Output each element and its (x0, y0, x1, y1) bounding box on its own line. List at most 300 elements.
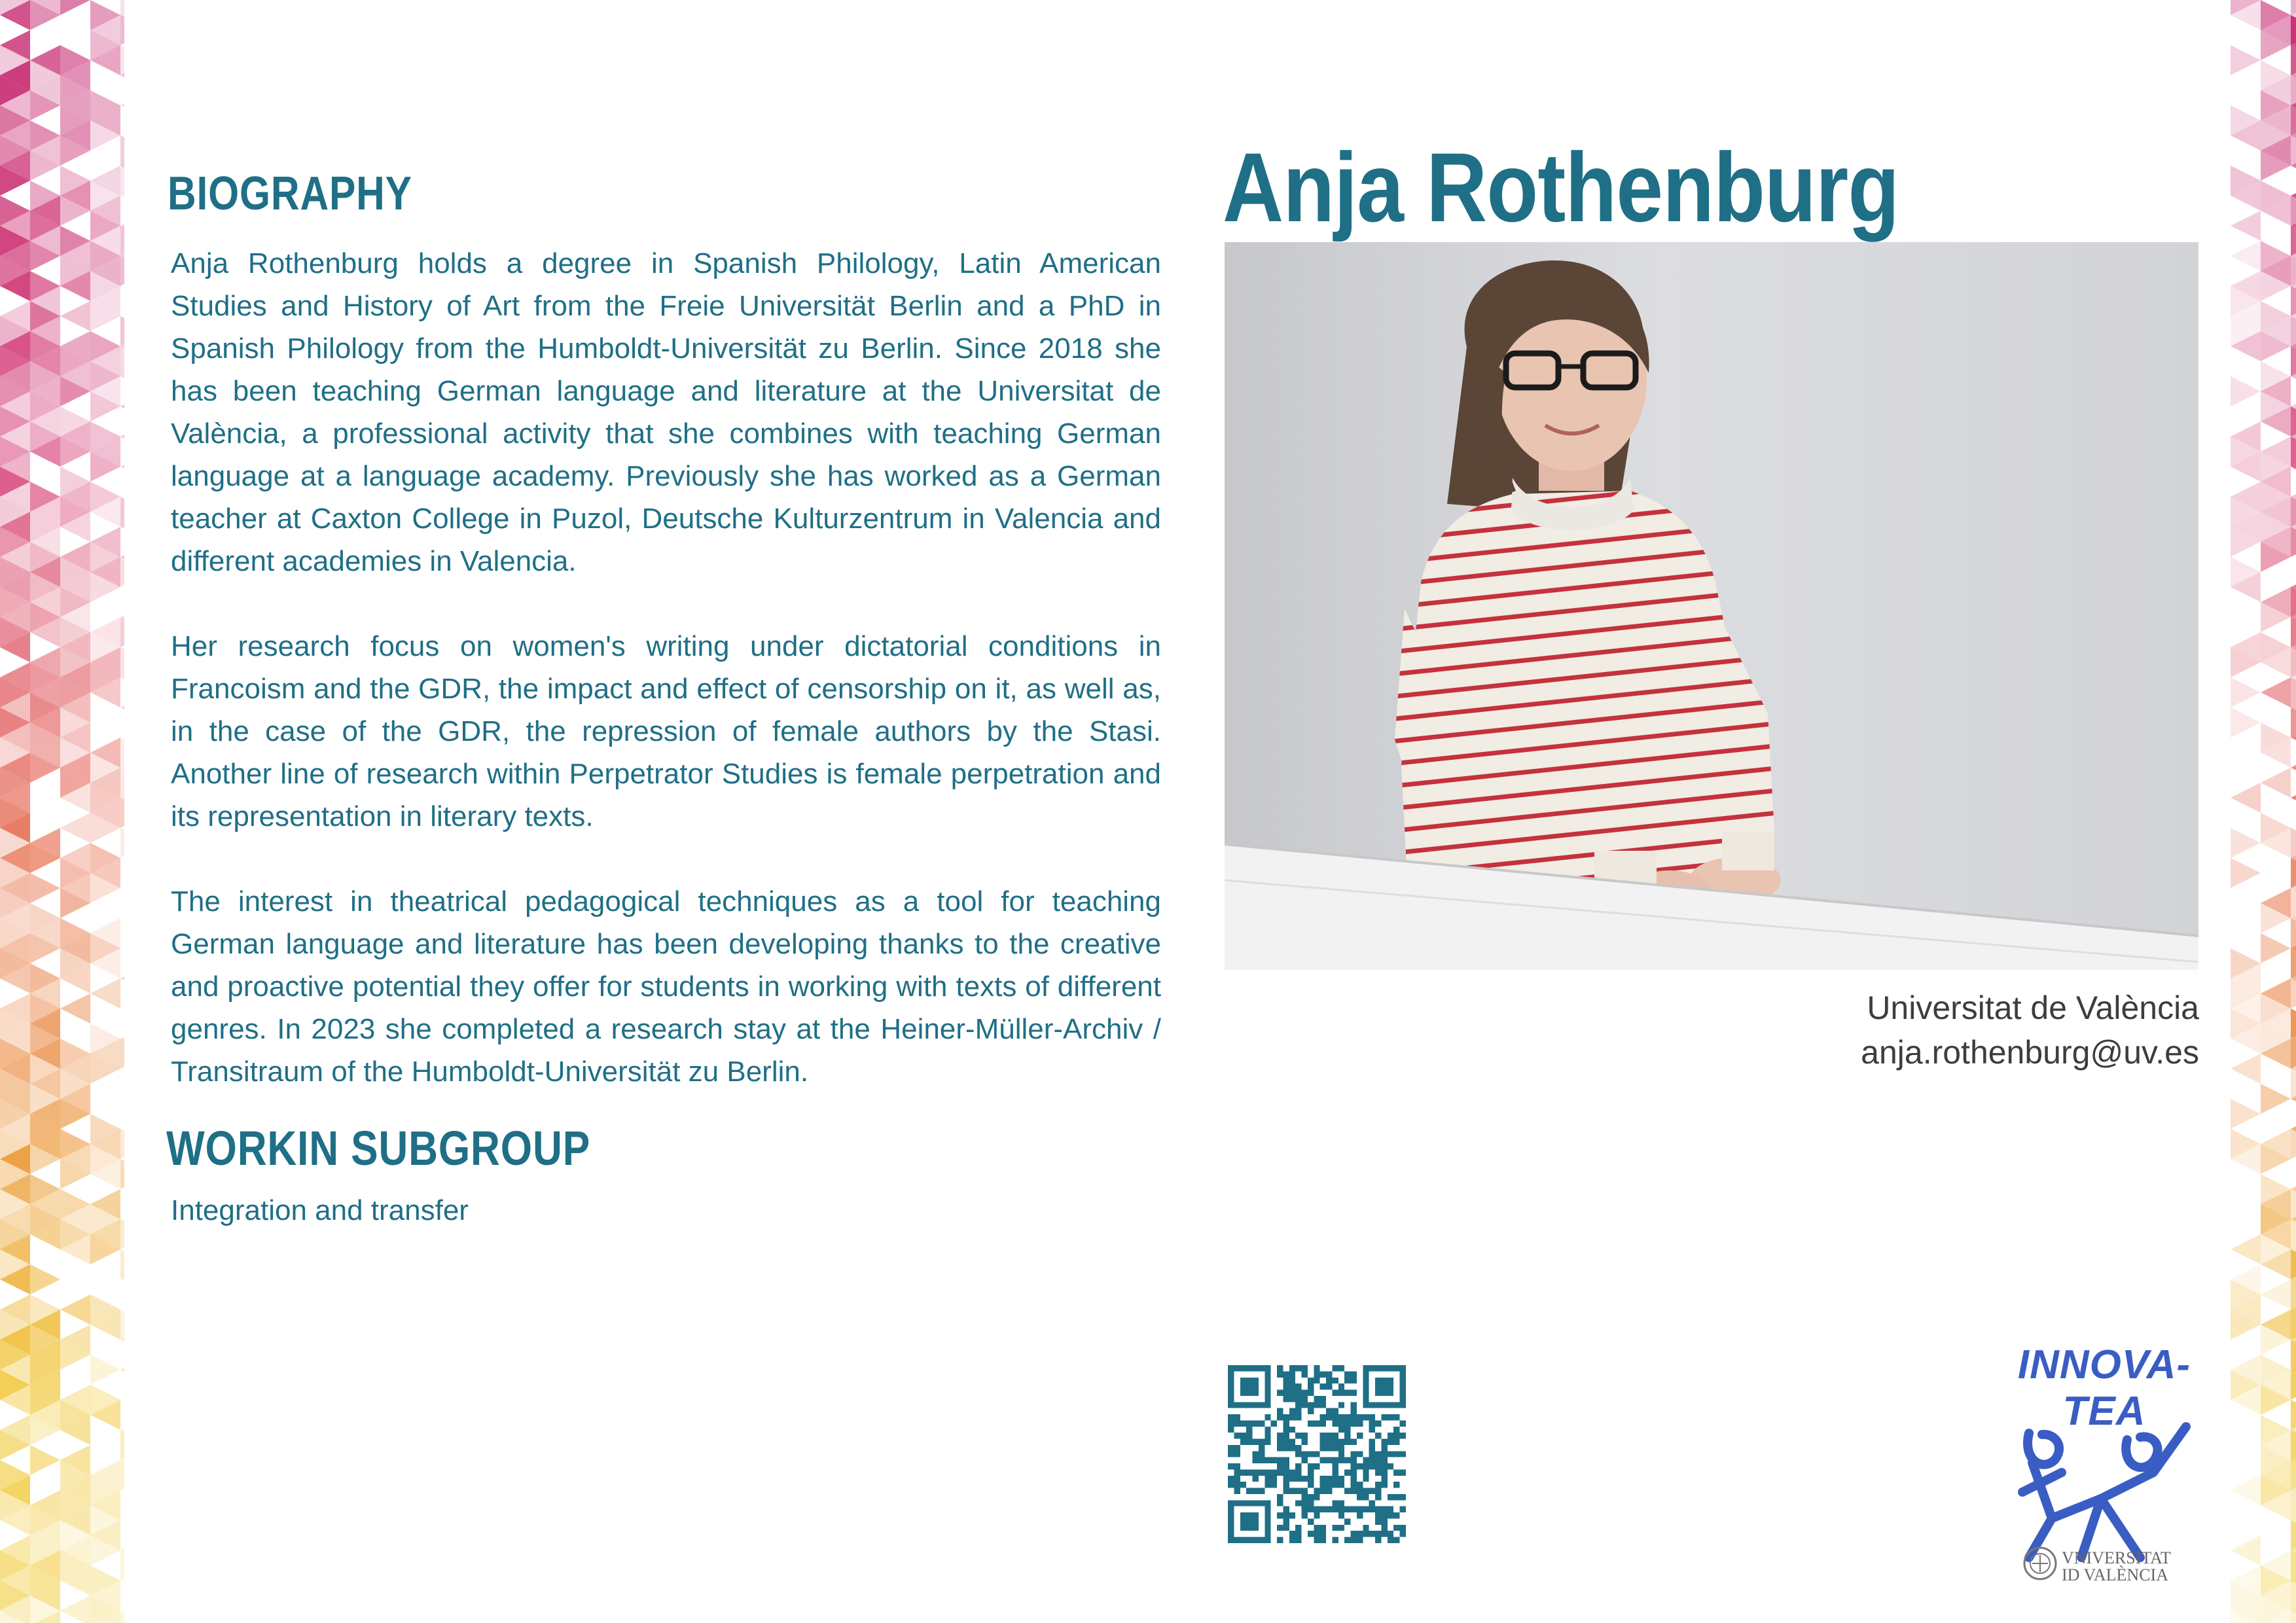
decor-triangle (2291, 617, 2296, 647)
qr-module (1332, 1525, 1338, 1531)
qr-module (1369, 1488, 1375, 1494)
qr-module (1283, 1396, 1289, 1402)
qr-module (1344, 1439, 1350, 1445)
qr-module (1344, 1433, 1350, 1438)
decor-triangle (2291, 346, 2296, 376)
decor-triangle (120, 90, 124, 120)
qr-module (1314, 1525, 1319, 1531)
decor-triangle (2291, 135, 2296, 166)
qr-module (1283, 1525, 1289, 1531)
qr-module (1228, 1482, 1234, 1488)
qr-module (1393, 1414, 1399, 1420)
qr-module (1351, 1507, 1357, 1512)
qr-module (1381, 1457, 1387, 1463)
qr-module (1400, 1420, 1406, 1426)
qr-module (1338, 1439, 1344, 1445)
qr-module (1338, 1482, 1344, 1488)
qr-module (1234, 1451, 1240, 1457)
affiliation: Universitat de València (1867, 990, 2199, 1026)
logo-text: INNOVA-TEA (2017, 1342, 2191, 1434)
decor-triangle (120, 963, 124, 993)
decor-triangle (2291, 1520, 2296, 1550)
decor-triangle (120, 1219, 124, 1249)
qr-module (1283, 1482, 1289, 1488)
qr-module (1369, 1531, 1375, 1537)
university-line-1: VNIVERSITAT (2062, 1548, 2171, 1567)
qr-module (1314, 1537, 1319, 1543)
qr-module (1308, 1518, 1314, 1524)
qr-module (1283, 1488, 1289, 1494)
decor-triangle (2291, 1008, 2296, 1039)
decor-triangle (2231, 376, 2261, 406)
decor-triangle (2231, 211, 2261, 241)
decor-triangle (120, 256, 124, 286)
qr-module (1338, 1451, 1344, 1457)
qr-module (1363, 1476, 1369, 1482)
qr-module (1253, 1439, 1259, 1445)
qr-module (1400, 1494, 1406, 1500)
qr-module (1375, 1537, 1381, 1543)
decor-triangle (120, 0, 124, 15)
decor-triangle (2291, 45, 2296, 75)
qr-module (1381, 1525, 1387, 1531)
decor-triangle (2291, 1430, 2296, 1460)
qr-module (1344, 1518, 1350, 1524)
qr-module (1234, 1488, 1240, 1494)
qr-module (1369, 1420, 1375, 1426)
qr-module (1381, 1414, 1387, 1420)
decor-triangle (60, 1294, 90, 1325)
decor-triangle (120, 1129, 124, 1159)
qr-module (1289, 1439, 1295, 1445)
decor-triangle (2291, 256, 2296, 286)
qr-module (1259, 1445, 1265, 1451)
qr-module (1277, 1390, 1283, 1396)
decor-triangle (120, 1611, 124, 1623)
qr-module (1375, 1378, 1393, 1396)
email-link[interactable]: anja.rothenburg@uv.es (1861, 1034, 2199, 1071)
qr-module (1326, 1371, 1332, 1377)
qr-module (1265, 1414, 1270, 1420)
qr-module (1228, 1476, 1234, 1482)
biography-text (171, 242, 1161, 1093)
qr-module (1277, 1365, 1283, 1371)
qr-module (1338, 1512, 1344, 1518)
qr-module (1302, 1488, 1308, 1494)
qr-module (1344, 1507, 1350, 1512)
qr-module (1295, 1408, 1301, 1414)
qr-module (1308, 1463, 1314, 1469)
qr-module (1265, 1469, 1270, 1475)
qr-module (1295, 1500, 1301, 1506)
qr-module (1388, 1531, 1393, 1537)
biography-paragraph: Anja Rothenburg holds a degree in Spanish Philology, Latin American Studies and History of Art from the Freie Universität Berlin and a PhD in Spanish Philology from the Humboldt-Universität zu Berlin. Since 2018 she has been teaching German language and literature at the Universitat de València, a professional activity that she combines with teaching German language at a language academy. Previously she has worked as a German teacher at Caxton College in Puzol, Deutsche Kulturzentrum in Valencia and different academies in Valencia. (171, 247, 1161, 577)
qr-module (1246, 1439, 1252, 1445)
qr-module (1308, 1408, 1314, 1414)
qr-module (1388, 1507, 1393, 1512)
qr-module (1338, 1420, 1344, 1426)
qr-module (1253, 1451, 1259, 1457)
qr-module (1369, 1507, 1375, 1512)
qr-module (1302, 1507, 1308, 1512)
qr-module (1259, 1451, 1265, 1457)
decor-triangle (120, 768, 124, 798)
qr-module (1295, 1396, 1301, 1402)
qr-module (1283, 1371, 1289, 1377)
qr-module (1363, 1457, 1369, 1463)
decor-triangle (30, 873, 60, 903)
decor-triangle (120, 1460, 124, 1490)
qr-module (1357, 1420, 1363, 1426)
decor-triangle (120, 1310, 124, 1340)
qr-module (1326, 1476, 1332, 1482)
qr-module (1381, 1469, 1387, 1475)
qr-module (1295, 1402, 1301, 1408)
qr-module (1393, 1469, 1399, 1475)
qr-module (1234, 1469, 1240, 1475)
qr-module (1369, 1463, 1375, 1469)
decor-triangle (2291, 1400, 2296, 1430)
qr-module (1375, 1469, 1381, 1475)
qr-module (1326, 1488, 1332, 1494)
biography-heading: BIOGRAPHY (168, 168, 412, 220)
decor-triangle (60, 0, 90, 15)
qr-module (1302, 1439, 1308, 1445)
qr-module (1351, 1390, 1357, 1396)
qr-module (1314, 1488, 1319, 1494)
qr-module (1369, 1439, 1375, 1445)
qr-module (1375, 1457, 1381, 1463)
decor-triangle (120, 391, 124, 421)
qr-module (1332, 1378, 1338, 1383)
university-name (2062, 1550, 2171, 1584)
decor-triangle (2261, 677, 2291, 707)
qr-module (1351, 1531, 1357, 1537)
qr-module (1240, 1482, 1246, 1488)
decor-triangle (120, 346, 124, 376)
qr-module (1314, 1494, 1319, 1500)
qr-module (1344, 1457, 1350, 1463)
decor-triangle (2291, 1279, 2296, 1310)
qr-module (1326, 1408, 1332, 1414)
qr-module (1277, 1512, 1283, 1518)
decor-triangle (2231, 241, 2261, 271)
qr-module (1240, 1420, 1246, 1426)
subgroup-value: Integration and transfer (171, 1194, 469, 1226)
qr-module (1338, 1383, 1344, 1389)
qr-module (1295, 1445, 1301, 1451)
decor-triangle (2291, 497, 2296, 527)
university-line-2: ID VALÈNCIA (2062, 1565, 2168, 1584)
decor-triangle (2291, 707, 2296, 738)
qr-module (1326, 1414, 1332, 1420)
qr-module (1375, 1420, 1381, 1426)
qr-module (1265, 1433, 1270, 1438)
qr-module (1289, 1427, 1295, 1433)
qr-module (1344, 1420, 1350, 1426)
qr-module (1381, 1445, 1387, 1451)
qr-module (1253, 1488, 1259, 1494)
qr-module (1344, 1537, 1350, 1543)
person-name: Anja Rothenburg (1223, 132, 1899, 242)
decor-triangle (2291, 1219, 2296, 1249)
qr-module (1393, 1433, 1399, 1438)
qr-module (1332, 1507, 1338, 1512)
qr-module (1289, 1383, 1295, 1389)
qr-module (1393, 1482, 1399, 1488)
qr-module (1289, 1469, 1295, 1475)
decor-triangle (2291, 647, 2296, 677)
qr-module (1326, 1507, 1332, 1512)
decor-triangle (2291, 196, 2296, 226)
qr-module (1351, 1488, 1357, 1494)
decor-triangle (120, 15, 124, 45)
qr-module (1381, 1476, 1387, 1482)
qr-module (1363, 1414, 1369, 1420)
qr-module (1357, 1537, 1363, 1543)
qr-module (1271, 1476, 1277, 1482)
qr-module (1357, 1433, 1363, 1438)
qr-module (1259, 1439, 1265, 1445)
qr-module (1283, 1427, 1289, 1433)
qr-module (1320, 1457, 1326, 1463)
qr-module (1302, 1402, 1308, 1408)
qr-module (1283, 1512, 1289, 1518)
qr-module (1369, 1445, 1375, 1451)
decor-triangle (2231, 1099, 2261, 1129)
qr-module (1351, 1371, 1357, 1377)
qr-module (1320, 1383, 1326, 1389)
qr-module (1332, 1482, 1338, 1488)
decor-triangle (120, 692, 124, 722)
decor-triangle (2231, 783, 2261, 813)
qr-module (1344, 1427, 1350, 1433)
qr-module (1393, 1525, 1399, 1531)
qr-module (1308, 1482, 1314, 1488)
qr-module (1308, 1469, 1314, 1475)
qr-module (1259, 1457, 1265, 1463)
qr-module (1363, 1507, 1369, 1512)
qr-module (1265, 1439, 1270, 1445)
qr-module (1246, 1469, 1252, 1475)
qr-module (1265, 1427, 1270, 1433)
decor-triangle (2291, 527, 2296, 557)
qr-module (1277, 1445, 1283, 1451)
qr-module (1400, 1433, 1406, 1438)
qr-code-icon[interactable] (1228, 1365, 1406, 1543)
qr-module (1344, 1414, 1350, 1420)
qr-module (1357, 1507, 1363, 1512)
qr-module (1314, 1396, 1319, 1402)
qr-module (1289, 1371, 1295, 1377)
decor-triangle (120, 828, 124, 858)
qr-module (1363, 1525, 1369, 1531)
decor-triangle (60, 301, 90, 331)
qr-module (1320, 1525, 1326, 1531)
qr-module (1388, 1414, 1393, 1420)
decor-triangle (120, 1550, 124, 1580)
qr-module (1375, 1531, 1381, 1537)
qr-module (1271, 1482, 1277, 1488)
qr-module (1308, 1451, 1314, 1457)
qr-module (1363, 1463, 1369, 1469)
qr-module (1271, 1469, 1277, 1475)
qr-module (1381, 1463, 1387, 1469)
qr-module (1351, 1469, 1357, 1475)
qr-module (1369, 1457, 1375, 1463)
qr-module (1375, 1512, 1381, 1518)
qr-module (1302, 1365, 1308, 1371)
qr-module (1277, 1371, 1283, 1377)
decor-triangle (60, 813, 90, 843)
qr-module (1332, 1365, 1338, 1371)
qr-module (1332, 1469, 1338, 1475)
qr-module (1388, 1463, 1393, 1469)
qr-module (1363, 1494, 1369, 1500)
decor-triangle (60, 1596, 90, 1623)
qr-module (1351, 1463, 1357, 1469)
qr-module (1302, 1390, 1308, 1396)
qr-module (1277, 1414, 1283, 1420)
qr-module (1351, 1408, 1357, 1414)
qr-module (1314, 1507, 1319, 1512)
decor-triangle (2291, 918, 2296, 948)
qr-module (1338, 1445, 1344, 1451)
qr-module (1228, 1420, 1234, 1426)
qr-module (1283, 1390, 1289, 1396)
qr-module (1308, 1378, 1314, 1383)
qr-module (1295, 1383, 1301, 1389)
qr-module (1338, 1507, 1344, 1512)
qr-module (1314, 1531, 1319, 1537)
qr-module (1289, 1414, 1295, 1420)
qr-module (1277, 1457, 1283, 1463)
qr-module (1351, 1420, 1357, 1426)
qr-module (1314, 1451, 1319, 1457)
qr-module (1295, 1469, 1301, 1475)
qr-module (1332, 1420, 1338, 1426)
qr-module (1283, 1463, 1289, 1469)
qr-module (1332, 1500, 1338, 1506)
decor-triangle (2291, 1460, 2296, 1490)
qr-module (1332, 1414, 1338, 1420)
qr-module (1228, 1427, 1234, 1433)
decor-triangle (2291, 1069, 2296, 1099)
qr-module (1271, 1457, 1277, 1463)
qr-module (1314, 1371, 1319, 1377)
qr-module (1283, 1383, 1289, 1389)
qr-module (1393, 1439, 1399, 1445)
qr-module (1338, 1476, 1344, 1482)
qr-module (1400, 1507, 1406, 1512)
qr-module (1388, 1439, 1393, 1445)
qr-module (1259, 1469, 1265, 1475)
qr-module (1400, 1525, 1406, 1531)
decor-triangle (30, 1264, 60, 1294)
qr-module (1344, 1390, 1350, 1396)
qr-module (1369, 1414, 1375, 1420)
decor-triangle (90, 1355, 120, 1385)
decor-triangle (2231, 707, 2261, 738)
qr-module (1326, 1383, 1332, 1389)
qr-module (1351, 1378, 1357, 1383)
qr-module (1246, 1488, 1252, 1494)
qr-module (1289, 1396, 1295, 1402)
qr-module (1289, 1365, 1295, 1371)
qr-module (1277, 1537, 1283, 1543)
qr-module (1265, 1476, 1270, 1482)
qr-module (1320, 1402, 1326, 1408)
qr-module (1308, 1494, 1314, 1500)
decor-triangle (2291, 15, 2296, 45)
qr-module (1295, 1488, 1301, 1494)
decor-triangle (2231, 45, 2261, 75)
decor-triangle (2231, 858, 2261, 888)
decor-triangle (120, 647, 124, 677)
qr-module (1289, 1390, 1295, 1396)
qr-module (1388, 1512, 1393, 1518)
qr-module (1295, 1451, 1301, 1457)
decor-triangle (120, 1249, 124, 1279)
biography-paragraph: Her research focus on women's writing under dictatorial conditions in Francoism and the GDR, the impact and effect of censorship on it, as well as, in the case of the GDR, the repression of female authors by the Stasi. Another line of research within Perpetrator Studies is female perpetration and its representation in literary texts. (171, 630, 1161, 832)
qr-module (1271, 1420, 1277, 1426)
qr-module (1326, 1433, 1332, 1438)
qr-module (1393, 1494, 1399, 1500)
qr-module (1308, 1507, 1314, 1512)
qr-module (1332, 1439, 1338, 1445)
qr-module (1308, 1531, 1314, 1537)
qr-module (1332, 1463, 1338, 1469)
qr-module (1253, 1457, 1259, 1463)
decor-triangle (2291, 978, 2296, 1008)
decor-triangle (2291, 1249, 2296, 1279)
qr-module (1295, 1537, 1301, 1543)
decor-triangle (2291, 226, 2296, 256)
left-triangle-border (0, 0, 124, 1623)
qr-module (1240, 1469, 1246, 1475)
qr-module (1344, 1371, 1350, 1377)
qr-module (1228, 1414, 1234, 1420)
qr-module (1283, 1420, 1289, 1426)
qr-module (1375, 1451, 1381, 1457)
qr-module (1357, 1488, 1363, 1494)
qr-module (1295, 1531, 1301, 1537)
qr-module (1234, 1482, 1240, 1488)
qr-module (1240, 1439, 1246, 1445)
decor-triangle (2291, 406, 2296, 437)
decor-triangle (120, 798, 124, 828)
decor-triangle (120, 1039, 124, 1069)
qr-module (1320, 1476, 1326, 1482)
qr-module (1295, 1433, 1301, 1438)
decor-triangle (2291, 858, 2296, 888)
qr-module (1363, 1488, 1369, 1494)
qr-module (1400, 1469, 1406, 1475)
qr-module (1332, 1408, 1338, 1414)
qr-module (1332, 1457, 1338, 1463)
qr-module (1289, 1408, 1295, 1414)
qr-module (1228, 1463, 1234, 1469)
qr-module (1289, 1378, 1295, 1383)
qr-module (1228, 1451, 1234, 1457)
qr-module (1234, 1414, 1240, 1420)
decor-triangle (120, 1430, 124, 1460)
qr-module (1326, 1439, 1332, 1445)
innova-tea-logo (2003, 1342, 2206, 1590)
decor-triangle (120, 135, 124, 166)
qr-module (1302, 1500, 1308, 1506)
decor-triangle (2231, 1234, 2261, 1264)
